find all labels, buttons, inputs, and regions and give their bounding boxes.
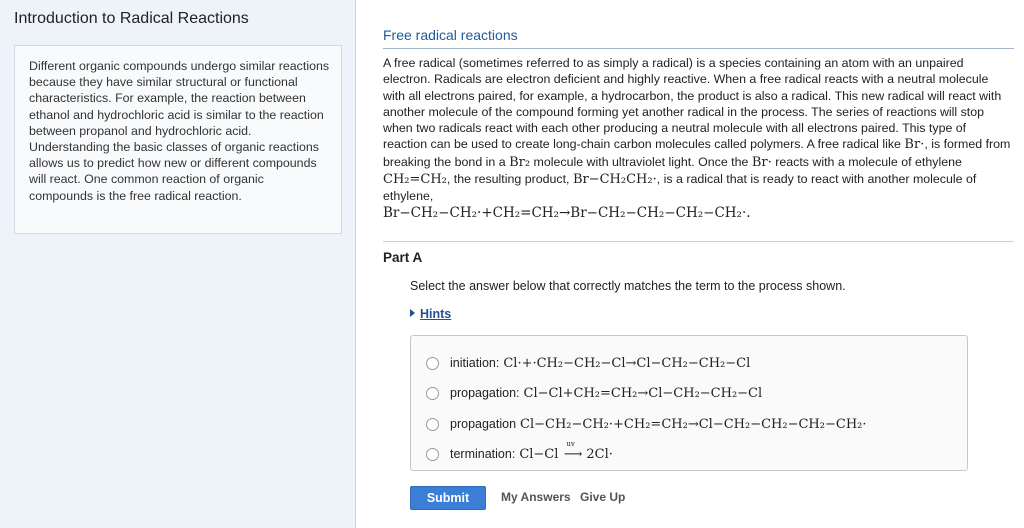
left-panel bbox=[0, 0, 356, 528]
br2-formula: Br₂ bbox=[509, 154, 531, 170]
hints-link[interactable]: Hints bbox=[410, 307, 451, 321]
br-radical-2: Br· bbox=[751, 154, 772, 170]
divider bbox=[383, 241, 1014, 242]
br-radical: Br· bbox=[904, 137, 925, 153]
give-up-link[interactable]: Give Up bbox=[580, 490, 626, 504]
option-1[interactable]: initiation: Cl·+·CH₂−CH₂−Cl→Cl−CH₂−CH₂−Cl bbox=[426, 353, 750, 373]
my-answers-link[interactable]: My Answers bbox=[501, 490, 571, 504]
part-label: Part A bbox=[383, 250, 423, 265]
option-2[interactable]: propagation: Cl−Cl+CH₂=CH₂→Cl−CH₂−CH₂−Cl bbox=[426, 383, 762, 403]
equation: Br−CH₂−CH₂·+CH₂=CH₂→Br−CH₂−CH₂−CH₂−CH₂·. bbox=[383, 204, 751, 221]
radio-button[interactable] bbox=[426, 387, 439, 400]
intro-box bbox=[14, 45, 342, 234]
radio-button[interactable] bbox=[426, 448, 439, 461]
option-4[interactable]: termination: Cl−Cl uv ⟶ 2Cl· bbox=[426, 444, 613, 464]
submit-button[interactable]: Submit bbox=[410, 486, 486, 510]
divider bbox=[383, 48, 1014, 49]
radio-button[interactable] bbox=[426, 418, 439, 431]
options-box bbox=[410, 335, 968, 471]
uv-arrow: uv ⟶ bbox=[563, 439, 583, 462]
paragraph-2: A free radical like Br·, is formed from breaking the bond in a Br₂ molecule with ultraviolet light. Once the Br· reacts with a molecule of ethylene CH₂=CH₂, the resulting product, Br−CH₂CH₂·, is a radical that is ready to react with another molecule of ethylene, bbox=[383, 137, 1011, 204]
option-3[interactable]: propagation Cl−CH₂−CH₂·+CH₂=CH₂→Cl−CH₂−CH₂−CH₂−CH₂· bbox=[426, 414, 867, 434]
caret-right-icon bbox=[410, 309, 415, 317]
ethylene-formula: CH₂=CH₂ bbox=[383, 172, 447, 188]
section-title: Free radical reactions bbox=[383, 27, 518, 43]
radio-button[interactable] bbox=[426, 357, 439, 370]
section-body bbox=[383, 55, 1011, 221]
instruction: Select the answer below that correctly matches the term to the process shown. bbox=[410, 279, 846, 293]
paragraph-1: A free radical (sometimes referred to as simply a radical) is a species containing an atom with an unpaired electron. Radicals are electron deficient and highly reactive. When a free radical reacts with a neutral molecule with all electrons paired, for example, a hydrocarbon, the product is also a radical. This new radical will react with another molecule of the compound forming yet another radical in the process. The series of reactions will stop when two radicals react with each other producing a neutral molecule with all electrons paired. This type of reaction can be used to create long-chain carbon molecules called polymers. bbox=[383, 56, 1002, 152]
intro-title: Introduction to Radical Reactions bbox=[14, 10, 249, 27]
product-formula: Br−CH₂CH₂· bbox=[572, 172, 657, 188]
intro-text: Different organic compounds undergo similar reactions because they have similar structural or functional characteristics. For example, the reaction between ethanol and hydrochloric acid is similar to the reaction between propanol and hydrochloric acid. Understanding the basic classes of organic reactions allows us to predict how new or different compounds will react. One common reaction of organic compounds is the free radical reaction. bbox=[29, 59, 330, 203]
